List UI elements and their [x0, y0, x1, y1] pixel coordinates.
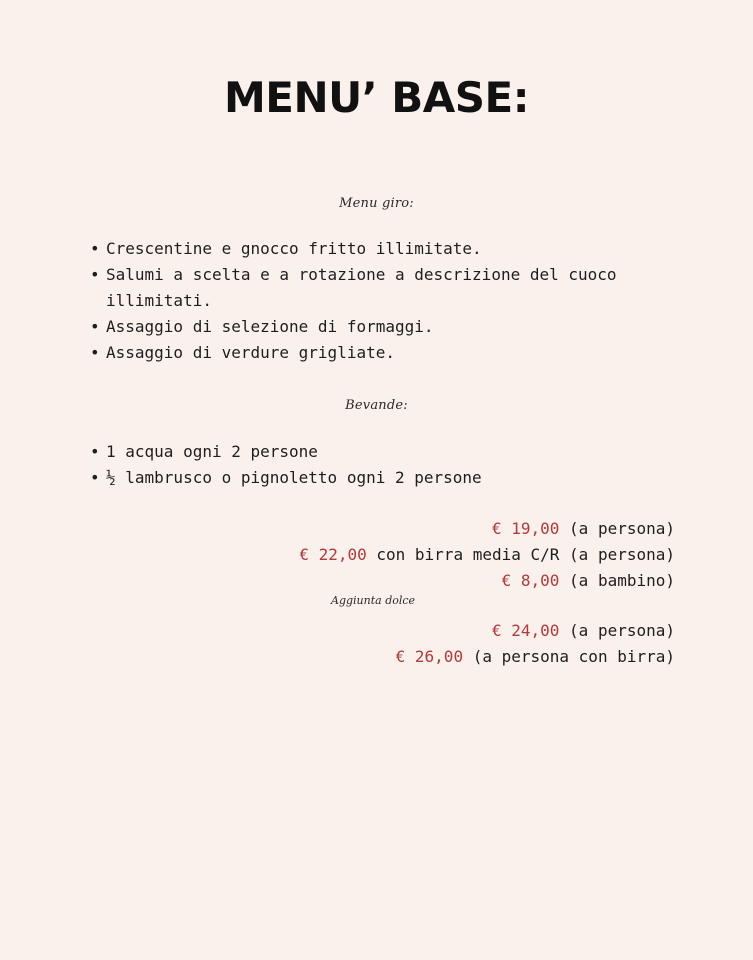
price-list [299, 516, 675, 594]
price-amount: € 8,00 [501, 571, 560, 590]
bevande-list [90, 439, 670, 491]
price-line [299, 516, 675, 542]
price-amount: € 26,00 [395, 647, 464, 666]
price-line [299, 542, 675, 568]
list-item: • Crescentine e gnocco fritto illimitate. [90, 236, 670, 262]
list-item: • Salumi a scelta e a rotazione a descrizione del cuoco illimitati. [90, 262, 670, 314]
price-description: (a bambino) [559, 571, 675, 590]
price-description: (a persona) [559, 621, 675, 640]
list-item: • Assaggio di selezione di formaggi. [90, 314, 670, 340]
price-amount: € 19,00 [491, 519, 560, 538]
price-amount: € 24,00 [491, 621, 560, 640]
price-line [299, 568, 675, 594]
list-item: • 1 acqua ogni 2 persone [90, 439, 670, 465]
price-description: con birra media C/R (a persona) [366, 545, 675, 564]
price-description: (a persona con birra) [463, 647, 675, 666]
price-line [396, 644, 675, 670]
addon-price-list [396, 618, 675, 670]
section-label-menu-giro: Menu giro: [339, 196, 414, 211]
page-title: MENU’ BASE: [223, 73, 530, 122]
price-line [396, 618, 675, 644]
price-description: (a persona) [559, 519, 675, 538]
section-label-bevande: Bevande: [345, 398, 408, 413]
list-item: • ½ lambrusco o pignoletto ogni 2 persone [90, 465, 670, 491]
addon-label: Aggiunta dolce [331, 594, 416, 607]
price-amount: € 22,00 [299, 545, 367, 564]
menu-giro-list [90, 236, 670, 366]
list-item: • Assaggio di verdure grigliate. [90, 340, 670, 366]
